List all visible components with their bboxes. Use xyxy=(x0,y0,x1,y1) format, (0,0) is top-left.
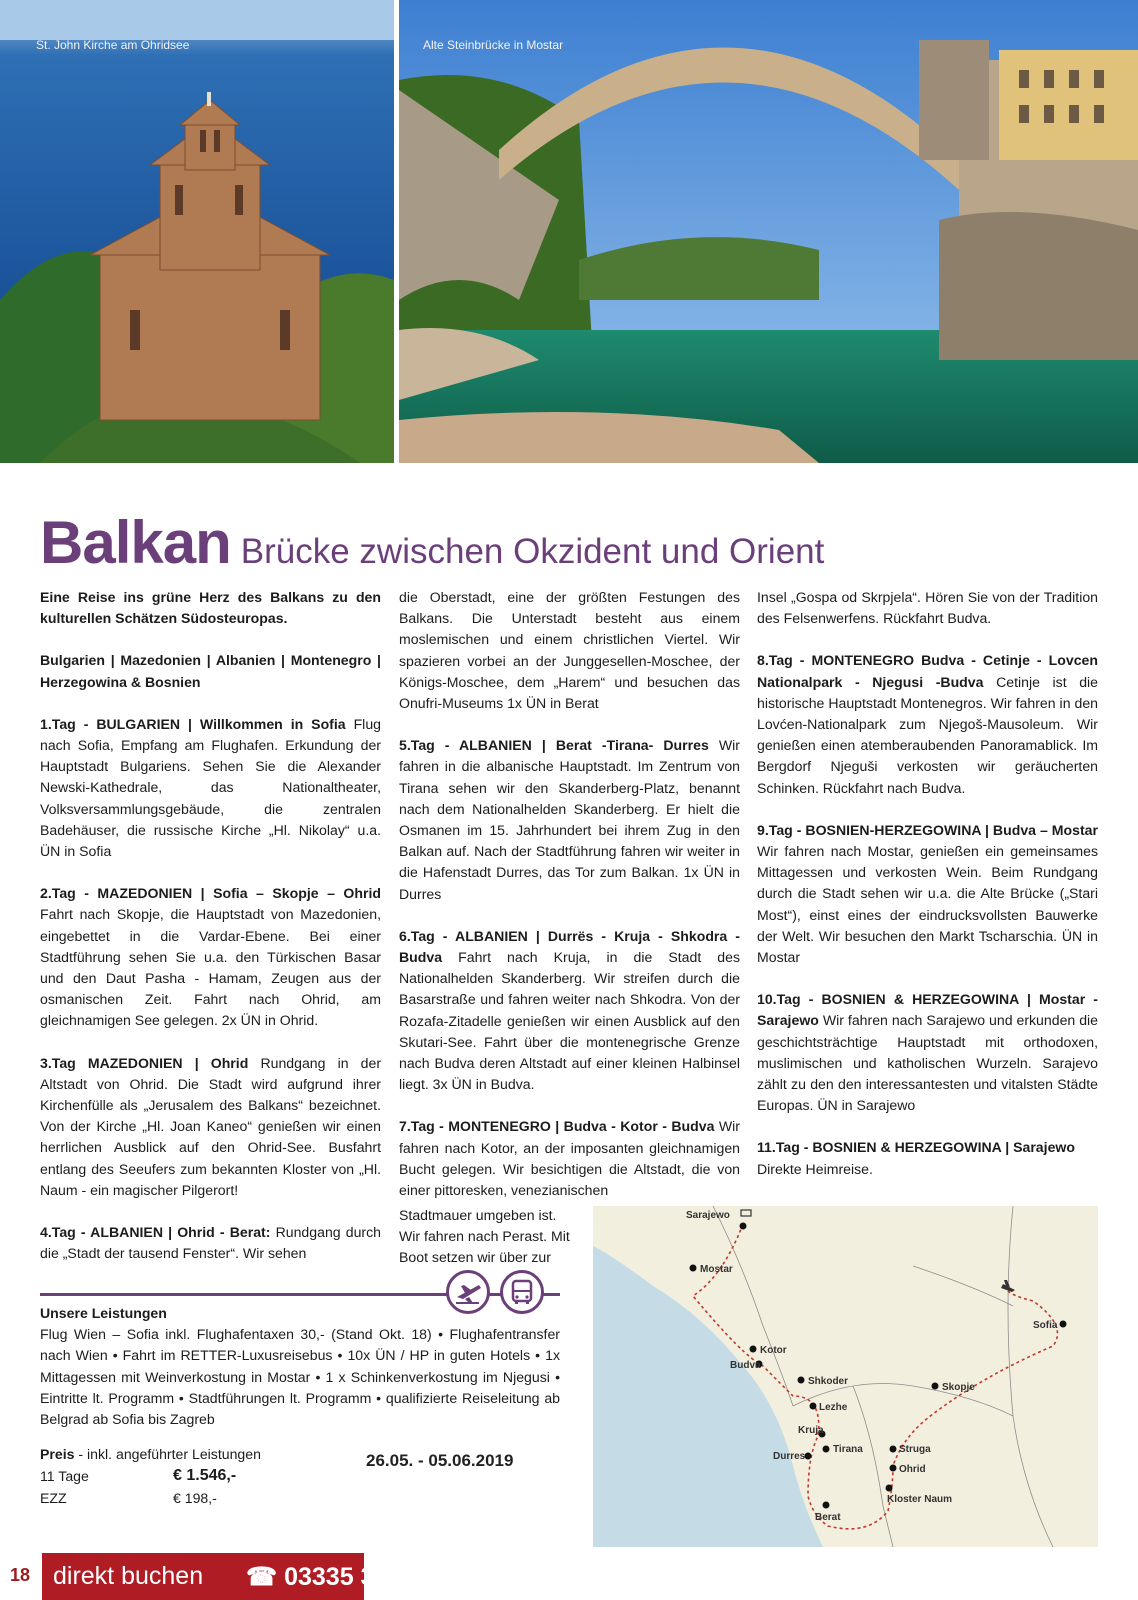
day8-heading: 8.Tag - MONTENEGRO Budva - Cetinje - Lovcen Nationalpark - Njegusi -Budva xyxy=(757,652,1098,690)
day1-text: Flug nach Sofia, Empfang am Flughafen. Erkundung der Hauptstadt Bulgariens. Sehen Sie die Alexander Newski-Kathedrale, das Nationaltheater, Volksversammlungsgebäude, die zentralen Badehäuser, die russische Kirche „Hl. Nikolay“ u.a. ÜN in Sofia xyxy=(40,715,381,860)
day2-text: Fahrt nach Skopje, die Hauptstadt von Mazedonien, eingebettet in die Vardar-Ebene. Bei einer Stadtführung sehen Sie u.a. den Türkischen Basar und den Daut Pasha - Hamam, Zeugen aus der osmanischen Zeit. Fahrt nach Ohrid, am gleichnamigen See gelegen. 2x ÜN in Ohrid. xyxy=(40,906,381,1029)
price-row-value: € 1.546,- xyxy=(173,1467,237,1484)
map-label-budva: Budva xyxy=(730,1360,761,1371)
day4-text: Rundgang durch die „Stadt der tausend Fenster“. Wir sehen xyxy=(40,1224,382,1262)
day5-text: Wir fahren in die albanische Hauptstadt. Im Zentrum von Tirana sehen wir den Skanderberg-Platz, benannt nach dem Nationalhelden Skanderberg. Er hielt die Osmanen im 15. Jahrhundert bei ihrem Zug in den Balkan auf. Nach der Stadtführung fahren wir weiter in die Hafenstadt Durres, das Tor zum Balkan. 1x ÜN in Durres xyxy=(399,737,740,902)
countries-text: Bulgarien | Mazedonien | Albanien | Montenegro | Herzegowina & Bosnien xyxy=(40,652,381,690)
map-label-sarajewo: Sarajewo xyxy=(686,1210,730,1221)
price-row-label: 11 Tage xyxy=(40,1468,89,1484)
map-label-sofia: Sofia xyxy=(1033,1320,1058,1331)
day3-heading: 3.Tag MAZEDONIEN | Ohrid xyxy=(40,1054,249,1071)
map-label-shkoder: Shkoder xyxy=(808,1376,849,1387)
page-title xyxy=(40,508,824,577)
column-3 xyxy=(757,587,1098,1201)
column-2-wrap xyxy=(399,1205,582,1269)
route-map xyxy=(593,1206,1098,1547)
travel-date: 26.05. - 05.06.2019 xyxy=(366,1451,514,1470)
day4-continued: die Oberstadt, eine der größten Festungen des Balkans. Die Unterstadt besteht aus einem moslemischen und einem christlichen Viertel. Wir spazieren vorbei an der Junggesellen-Moschee, der Königs-Moschee, dem „Harem“ und besuchen das Onufri-Museums 1x ÜN in Berat xyxy=(399,589,740,712)
day7-line-a: Stadtmauer umgeben ist. xyxy=(399,1207,557,1223)
day1-heading: 1.Tag - BULGARIEN | Willkommen in Sofia xyxy=(40,715,346,732)
day7-heading: 7.Tag - MONTENEGRO | Budva - Kotor - Budva xyxy=(399,1118,715,1135)
page-number: 18 xyxy=(10,1565,31,1585)
price-label-rest: - inkl. angeführter Leistungen xyxy=(74,1446,261,1462)
price-label-bold: Preis xyxy=(40,1446,75,1462)
map-label-durres: Durres xyxy=(773,1451,806,1462)
day6-text: Fahrt nach Kruja, in die Stadt des Nationalhelden Skanderberg. Wir streifen durch die Basarstraße und fahren weiter nach Shkodra. Von der Rozafa-Zitadelle genießen wir einen Ausblick auf den Skutari-See. Fahrt über die montenegrische Grenze nach Budva deren Altstadt auf einer kleinen Halbinsel liegt. 3x ÜN in Budva. xyxy=(399,949,740,1093)
price-row-label: EZZ xyxy=(40,1490,67,1506)
day7-line-c: Boot setzen wir über zur xyxy=(399,1249,551,1266)
footer-booking-bar[interactable] xyxy=(42,1553,417,1600)
map-label-lezhe: Lezhe xyxy=(819,1402,848,1413)
day9-text: Wir fahren nach Mostar, genießen ein gemeinsames Mittagessen und verkosten Wein. Beim Rundgang durch die Stadt sehen wir u.a. die Alte Brücke („Stari Most“), einst eines der eindrucksvollsten Bauwerke der Welt. Wir besuchen den Markt Tscharschia. ÜN in Mostar xyxy=(757,843,1098,966)
map-label-kruja: Kruja xyxy=(798,1425,824,1436)
day8-text: Cetinje ist die historische Hauptstadt Montenegros. Wir fahren in den Lovćen-Nationalpark zum Njegoš-Mausoleum. Wir genießen einen atemberaubenden Panoramablick. Im Bergdorf Njeguši verkosten wir geräucherten Schinken. Rückfahrt nach Budva. xyxy=(757,673,1099,796)
day11-heading: 11.Tag - BOSNIEN & HERZEGOWINA | Sarajewo xyxy=(757,1139,1075,1156)
price-row xyxy=(40,1490,217,1506)
day7-line-b: Wir fahren nach Perast. Mit xyxy=(399,1228,570,1245)
map-label-tirana: Tirana xyxy=(833,1444,863,1455)
day7-text: Wir fahren nach Kotor, an der imposanten gleichnamigen Bucht gelegen. Wir besichtigen die Altstadt, die von einer pittoresken, venezianischen xyxy=(399,1118,740,1199)
footer-text: direkt buchen xyxy=(53,1562,204,1590)
day11-text: Direkte Heimreise. xyxy=(757,1160,873,1177)
day10-heading: 10.Tag - BOSNIEN & HERZEGOWINA | Mostar - Sarajewo xyxy=(757,991,1098,1029)
day10-text: Wir fahren nach Sarajewo und erkunden die geschichtsträchtige Hauptstadt mit orthodoxen, muslimischen und katholischen Wurzeln. Sarajevo zählt zu den den interessantesten und vitalsten Städte Europas. ÜN in Sarajewo xyxy=(757,1012,1098,1114)
services-heading: Unsere Leistungen xyxy=(40,1305,167,1321)
day6-heading: 6.Tag - ALBANIEN | Durrës - Kruja - Shkodra - Budva xyxy=(399,927,740,966)
photo-ohrid-church xyxy=(0,0,394,463)
price-row xyxy=(40,1467,237,1484)
map-label-berat: Berat xyxy=(815,1512,841,1523)
title-main: Balkan xyxy=(40,509,231,576)
day5-heading: 5.Tag - ALBANIEN | Berat -Tirana- Durres xyxy=(399,737,709,754)
column-1 xyxy=(40,587,381,1285)
map-label-kloster-naum: Kloster Naum xyxy=(887,1494,953,1505)
day2-heading: 2.Tag - MAZEDONIEN | Sofia – Skopje – Ohrid xyxy=(40,885,381,902)
intro-text: Eine Reise ins grüne Herz des Balkans zu den kulturellen Schätzen Südosteuropas. xyxy=(40,589,381,627)
price-row-value: € 198,- xyxy=(173,1490,217,1506)
map-label-kotor: Kotor xyxy=(760,1345,787,1356)
price-label xyxy=(40,1446,261,1462)
day9-heading: 9.Tag - BOSNIEN-HERZEGOWINA | Budva – Mostar xyxy=(757,821,1098,838)
map-label-ohrid: Ohrid xyxy=(899,1464,926,1475)
services-text: Flug Wien – Sofia inkl. Flughafentaxen 30,- (Stand Okt. 18) • Flughafentransfer nach Wien • Fahrt im RETTER-Luxusreisebus • 10x ÜN / HP in guten Hotels • 1x Mittagessen mit Weinverkostung in Mostar • 1 x Schinkenverkostung im Njegusi • Eintritte lt. Programm • Stadtführungen lt. Programm • qualifizierte Reiseleitung ab Belgrad ab Sofia bis Zagreb xyxy=(40,1326,560,1428)
map-label-struga: Struga xyxy=(899,1444,931,1455)
column-2 xyxy=(399,587,740,1201)
title-sub: Brücke zwischen Okzident und Orient xyxy=(240,532,825,571)
day4-heading: 4.Tag - ALBANIEN | Ohrid - Berat: xyxy=(40,1224,271,1241)
services-block xyxy=(40,1303,560,1430)
day7-continued: Insel „Gospa od Skrpjela“. Hören Sie von der Tradition des Felsenwerfens. Rückfahrt Budva. xyxy=(757,589,1098,627)
map-label-mostar: Mostar xyxy=(700,1264,733,1275)
phone-number[interactable]: ☎ 03335 3900 xyxy=(246,1563,417,1591)
map-label-skopje: Skopje xyxy=(942,1382,975,1393)
caption-left: St. John Kirche am Ohridsee xyxy=(36,38,190,52)
day3-text: Rundgang in der Altstadt von Ohrid. Die Stadt wird aufgrund ihrer Kirchenfülle als „Jerusalem des Balkans“ bezeichnet. Von der Kirche „Hl. Joan Kaneo“ genießen wir einen herrlichen Ausblick auf den Ohrid-See. Busfahrt entlang des Seeufers zum bekannten Kloster von „Hl. Naum - ein magischer Pilgerort! xyxy=(40,1054,382,1198)
caption-right: Alte Steinbrücke in Mostar xyxy=(423,38,564,52)
photo-mostar-bridge xyxy=(399,0,1138,463)
